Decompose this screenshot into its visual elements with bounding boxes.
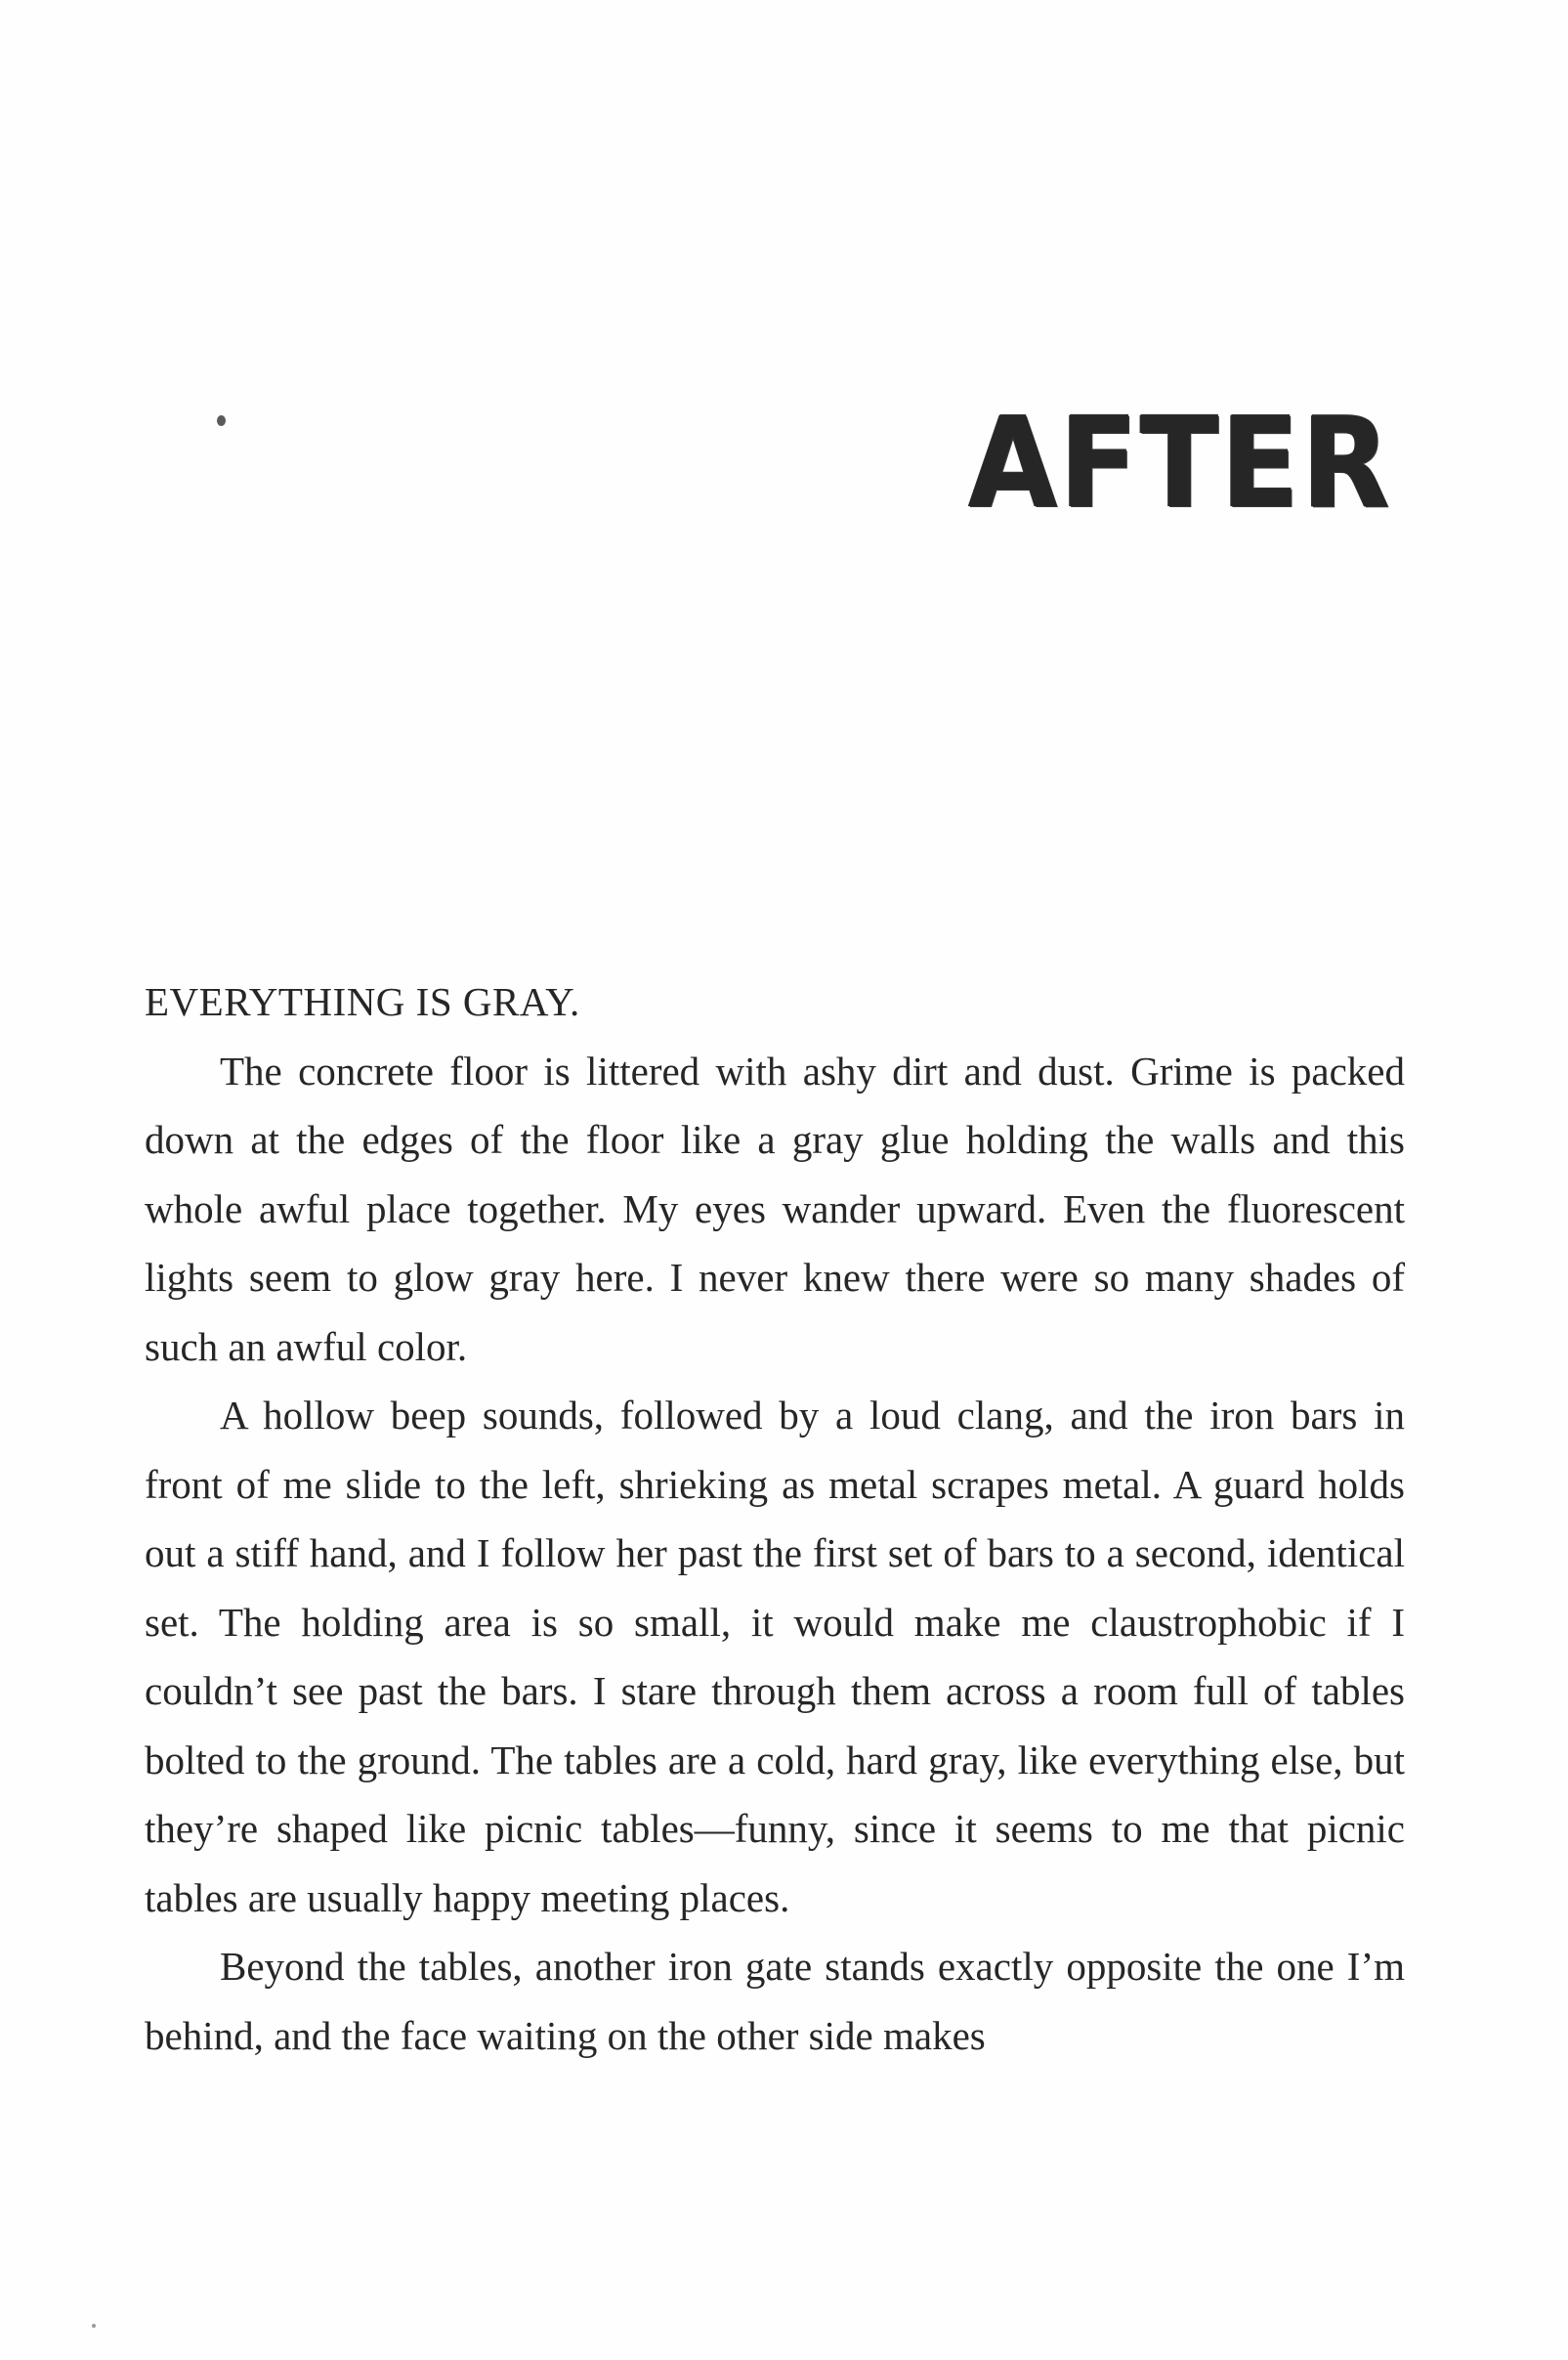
chapter-title: AFTER (968, 390, 1392, 536)
ink-speck (217, 415, 226, 426)
paragraph: The concrete floor is littered with ashy dirt and dust. Grime is packed down at the edges of the floor like a gray glue holding the walls and this whole awful place together. My eyes wander upward. Even the fluorescent lights seem to glow gray here. I never knew there were so many shades of such an awful color. (145, 1048, 1405, 1369)
paragraph: A hollow beep sounds, followed by a loud clang, and the iron bars in front of me slide to the left, shrieking as metal scrapes metal. A guard holds out a stiff hand, and I follow her past the first set of bars to a second, identical set. The holding area is so small, it would make me claustrophobic if I couldn’t see past the bars. I stare through them across a room full of tables bolted to the ground. The tables are a cold, hard gray, like everything else, but they’re shaped like picnic tables—funny, since it seems to me that picnic tables are usually happy meeting places. (145, 1393, 1405, 1920)
ink-speck (92, 2324, 96, 2328)
opening-line: EVERYTHING IS GRAY. (145, 979, 580, 1024)
paragraph: Beyond the tables, another iron gate stands exactly opposite the one I’m behind, and the face waiting on the other side makes (145, 1944, 1405, 2058)
chapter-body (145, 967, 1405, 2070)
